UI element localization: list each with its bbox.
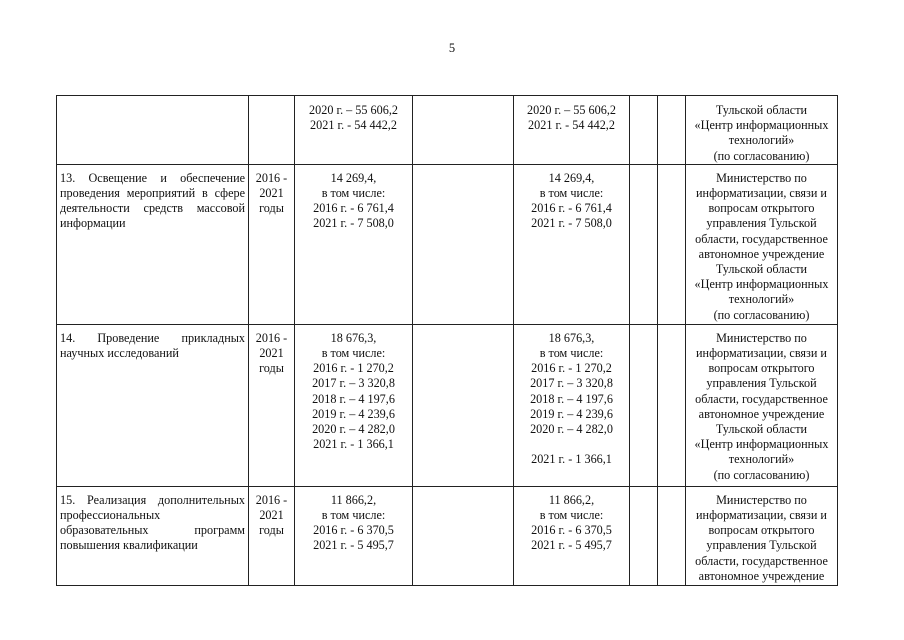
budget-lines-line: 2016 г. - 1 270,2 bbox=[531, 361, 612, 376]
executor-lines-line: Тульской области bbox=[715, 262, 808, 277]
empty-funding-cell bbox=[630, 486, 658, 585]
executor-lines-line: управления Тульской bbox=[706, 216, 817, 231]
budget-lines-line: в том числе: bbox=[539, 186, 604, 201]
executor-lines-line: автономное учреждение bbox=[698, 568, 825, 583]
page-number: 5 bbox=[448, 41, 456, 55]
years-cell bbox=[249, 96, 295, 165]
budget-lines-line bbox=[517, 437, 626, 452]
regional-budget-cell bbox=[514, 486, 630, 585]
years-line: 2016 - bbox=[255, 492, 288, 507]
years-line: годы bbox=[259, 201, 284, 216]
total-lines-line: в том числе: bbox=[321, 508, 386, 523]
executor-lines-line: вопросам открытого bbox=[708, 361, 815, 376]
executor-lines-line: области, государственное bbox=[695, 391, 828, 406]
executor-lines-line: «Центр информационных bbox=[694, 277, 829, 292]
years-cell bbox=[249, 324, 295, 486]
years-line: 2016 - bbox=[255, 330, 288, 345]
total-funding-cell bbox=[295, 164, 413, 324]
budget-lines-line: 2017 г. – 3 320,8 bbox=[530, 376, 613, 391]
total-lines-line: 2021 г. - 5 495,7 bbox=[313, 538, 394, 553]
years-cell bbox=[249, 486, 295, 585]
years-line: 2021 bbox=[259, 346, 284, 361]
years-line: годы bbox=[259, 361, 284, 376]
program-table bbox=[56, 95, 838, 586]
budget-lines-line: 2021 г. - 1 366,1 bbox=[531, 452, 612, 467]
total-lines-line: 18 676,3, bbox=[330, 330, 377, 345]
activity-name-cell: 14. Проведение прикладных научных исследований bbox=[57, 324, 249, 486]
total-lines-line: 14 269,4, bbox=[330, 170, 377, 185]
executor-lines-line: вопросам открытого bbox=[708, 201, 815, 216]
total-lines-line: 2018 г. – 4 197,6 bbox=[312, 391, 395, 406]
executor-lines-line: Тульской области bbox=[715, 422, 808, 437]
executor-lines-line: автономное учреждение bbox=[698, 406, 825, 421]
empty-funding-cell bbox=[413, 164, 514, 324]
executor-lines-line: Министерство по bbox=[716, 170, 807, 185]
executor-lines-line: технологий» bbox=[728, 292, 795, 307]
empty-funding-cell bbox=[630, 324, 658, 486]
total-lines-line: в том числе: bbox=[321, 346, 386, 361]
total-lines-line: 2021 г. - 7 508,0 bbox=[313, 216, 394, 231]
table-row bbox=[57, 486, 838, 585]
budget-lines-line: 2021 г. - 54 442,2 bbox=[528, 118, 615, 133]
budget-lines-line: в том числе: bbox=[539, 346, 604, 361]
budget-lines-line: 2018 г. – 4 197,6 bbox=[530, 391, 613, 406]
total-funding-cell bbox=[295, 324, 413, 486]
executor-lines-line: информатизации, связи и bbox=[696, 346, 827, 361]
empty-funding-cell bbox=[658, 486, 686, 585]
total-funding-cell bbox=[295, 486, 413, 585]
executor-lines-line: автономное учреждение bbox=[698, 246, 825, 261]
activity-name-cell: 13. Освещение и обеспечение проведения мероприятий в сфере деятельности средств массовой информации bbox=[57, 164, 249, 324]
total-lines-line: 2016 г. - 1 270,2 bbox=[313, 361, 394, 376]
executor-lines-line: (по согласованию) bbox=[713, 307, 810, 322]
activity-name-cell: 15. Реализация дополнительных профессиональных образовательных программ повышения квалификации bbox=[57, 486, 249, 585]
executor-cell bbox=[686, 96, 838, 165]
table-row bbox=[57, 324, 838, 486]
budget-lines-line: 18 676,3, bbox=[548, 330, 595, 345]
executor-cell bbox=[686, 164, 838, 324]
empty-funding-cell bbox=[658, 96, 686, 165]
total-lines-line: 2017 г. – 3 320,8 bbox=[312, 376, 395, 391]
executor-lines-line: управления Тульской bbox=[706, 376, 817, 391]
activity-name-cell bbox=[57, 96, 249, 165]
executor-lines-line: информатизации, связи и bbox=[696, 186, 827, 201]
years-line: годы bbox=[259, 523, 284, 538]
empty-funding-cell bbox=[658, 164, 686, 324]
years-line: 2016 - bbox=[255, 170, 288, 185]
total-lines-line: 2019 г. – 4 239,6 bbox=[312, 406, 395, 421]
budget-lines-line: 2020 г. – 4 282,0 bbox=[530, 422, 613, 437]
budget-lines-line: 14 269,4, bbox=[548, 170, 595, 185]
years-line: 2021 bbox=[259, 508, 284, 523]
executor-lines-line: (по согласованию) bbox=[713, 467, 810, 482]
total-lines-line: в том числе: bbox=[321, 186, 386, 201]
total-lines-line: 2020 г. – 4 282,0 bbox=[312, 422, 395, 437]
years-line: 2021 bbox=[259, 186, 284, 201]
executor-lines-line: области, государственное bbox=[695, 553, 828, 568]
executor-cell bbox=[686, 486, 838, 585]
executor-lines-line: технологий» bbox=[728, 133, 795, 148]
total-lines-line: 2021 г. - 1 366,1 bbox=[313, 437, 394, 452]
executor-lines-line: информатизации, связи и bbox=[696, 508, 827, 523]
executor-lines-line: вопросам открытого bbox=[708, 523, 815, 538]
budget-lines-line: 2021 г. - 7 508,0 bbox=[531, 216, 612, 231]
budget-lines-line: 2020 г. – 55 606,2 bbox=[527, 103, 616, 117]
budget-lines-line: 2016 г. - 6 370,5 bbox=[531, 523, 612, 538]
total-funding-cell bbox=[295, 96, 413, 165]
budget-lines-line: 2021 г. - 5 495,7 bbox=[531, 538, 612, 553]
total-lines-line: 2021 г. - 54 442,2 bbox=[310, 118, 397, 133]
table-row bbox=[57, 96, 838, 165]
executor-lines-line: области, государственное bbox=[695, 231, 828, 246]
executor-cell bbox=[686, 324, 838, 486]
total-lines-line: 2020 г. – 55 606,2 bbox=[309, 103, 398, 117]
total-lines-line: 11 866,2, bbox=[330, 492, 377, 507]
executor-lines-line: (по согласованию) bbox=[713, 148, 810, 163]
empty-funding-cell bbox=[658, 324, 686, 486]
empty-funding-cell bbox=[413, 486, 514, 585]
executor-lines-line: управления Тульской bbox=[706, 538, 817, 553]
budget-lines-line: 2019 г. – 4 239,6 bbox=[530, 406, 613, 421]
budget-lines-line: в том числе: bbox=[539, 508, 604, 523]
empty-funding-cell bbox=[630, 164, 658, 324]
budget-lines-line: 2016 г. - 6 761,4 bbox=[531, 201, 612, 216]
empty-funding-cell bbox=[413, 96, 514, 165]
years-cell bbox=[249, 164, 295, 324]
total-lines-line: 2016 г. - 6 370,5 bbox=[313, 523, 394, 538]
executor-lines-line: «Центр информационных bbox=[694, 118, 829, 133]
budget-lines-line: 11 866,2, bbox=[548, 492, 595, 507]
executor-lines-line: Министерство по bbox=[716, 330, 807, 345]
table-row bbox=[57, 164, 838, 324]
empty-funding-cell bbox=[630, 96, 658, 165]
total-lines-line: 2016 г. - 6 761,4 bbox=[313, 201, 394, 216]
executor-lines-line: Тульской области bbox=[715, 103, 808, 117]
regional-budget-cell bbox=[514, 324, 630, 486]
executor-lines-line: технологий» bbox=[728, 452, 795, 467]
executor-lines-line: Министерство по bbox=[716, 492, 807, 507]
regional-budget-cell bbox=[514, 164, 630, 324]
empty-funding-cell bbox=[413, 324, 514, 486]
regional-budget-cell bbox=[514, 96, 630, 165]
executor-lines-line: «Центр информационных bbox=[694, 437, 829, 452]
